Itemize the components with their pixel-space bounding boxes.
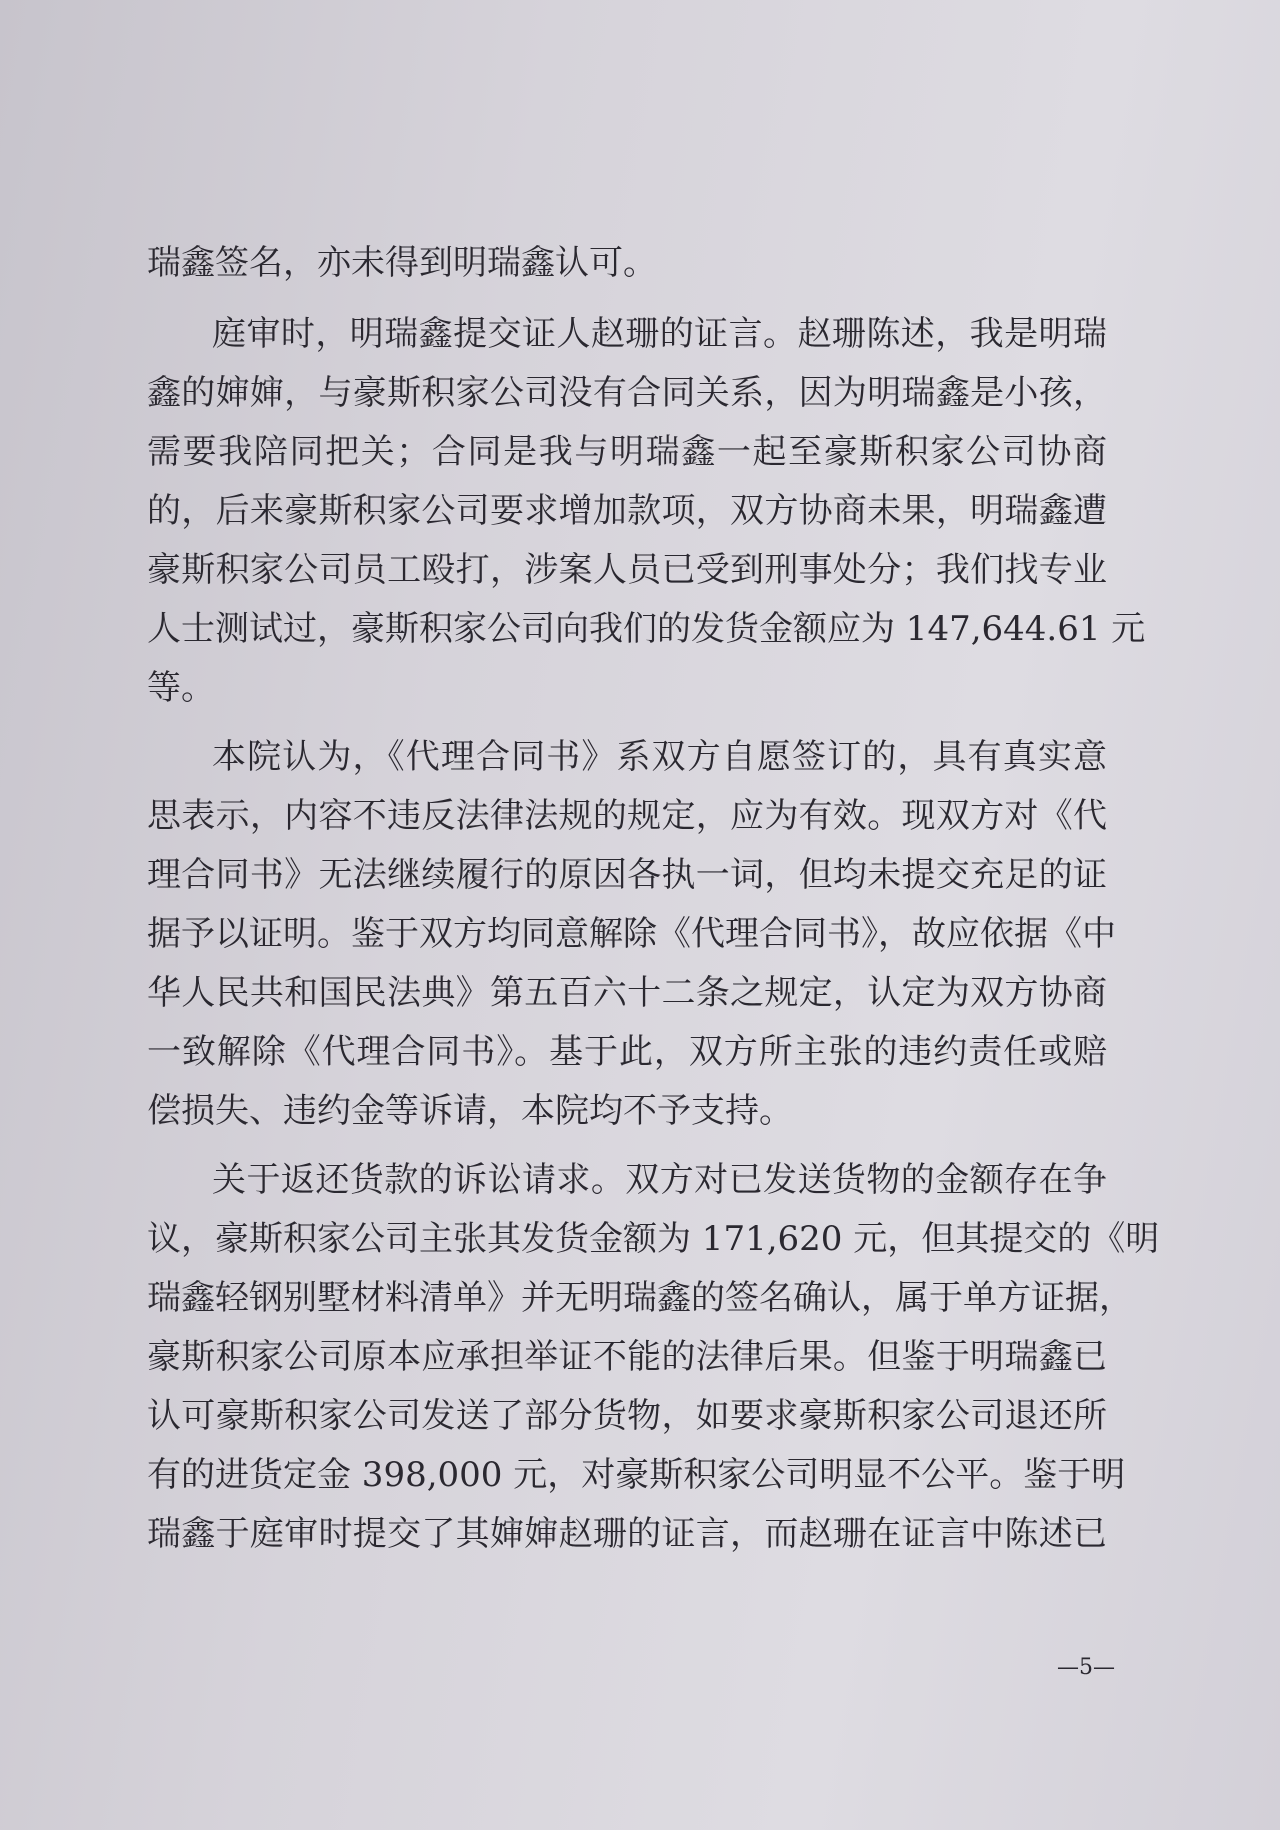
text-line-17: 议，豪斯积家公司主张其发货金额为 171,620 元，但其提交的《明 [147,1219,1160,1259]
text-line-10: 思表示，内容不违反法律法规的规定，应为有效。现双方对《代 [147,796,1107,836]
text-line-4: 需要我陪同把关；合同是我与明瑞鑫一起至豪斯积家公司协商 [147,432,1107,472]
text-line-9: 本院认为，《代理合同书》系双方自愿签订的，具有真实意 [212,737,1107,777]
text-line-16: 关于返还货款的诉讼请求。双方对已发送货物的金额存在争 [212,1160,1107,1200]
text-line-18: 瑞鑫轻钢别墅材料清单》并无明瑞鑫的签名确认，属于单方证据， [147,1278,1133,1318]
text-line-21: 有的进货定金 398,000 元，对豪斯积家公司明显不公平。鉴于明 [147,1455,1126,1495]
text-line-3: 鑫的婶婶，与豪斯积家公司没有合同关系，因为明瑞鑫是小孩， [147,373,1107,413]
text-line-1: 瑞鑫签名，亦未得到明瑞鑫认可。 [147,243,657,283]
text-line-22: 瑞鑫于庭审时提交了其婶婶赵珊的证言，而赵珊在证言中陈述已 [147,1514,1107,1554]
text-line-13: 华人民共和国民法典》第五百六十二条之规定，认定为双方协商 [147,973,1107,1013]
text-line-7: 人士测试过，豪斯积家公司向我们的发货金额应为 147,644.61 元 [147,609,1146,649]
text-line-8: 等。 [147,668,215,708]
page-number: —5— [1057,1655,1115,1680]
text-line-5: 的，后来豪斯积家公司要求增加款项，双方协商未果，明瑞鑫遭 [147,491,1107,531]
text-line-19: 豪斯积家公司原本应承担举证不能的法律后果。但鉴于明瑞鑫已 [147,1337,1107,1377]
text-line-11: 理合同书》无法继续履行的原因各执一词，但均未提交充足的证 [147,855,1107,895]
text-line-15: 偿损失、违约金等诉请，本院均不予支持。 [147,1091,793,1131]
text-line-6: 豪斯积家公司员工殴打，涉案人员已受到刑事处分；我们找专业 [147,550,1107,590]
text-line-20: 认可豪斯积家公司发送了部分货物，如要求豪斯积家公司退还所 [147,1396,1107,1436]
text-line-2: 庭审时，明瑞鑫提交证人赵珊的证言。赵珊陈述，我是明瑞 [212,314,1107,354]
text-line-12: 据予以证明。鉴于双方均同意解除《代理合同书》，故应依据《中 [147,914,1116,954]
text-line-14: 一致解除《代理合同书》。基于此，双方所主张的违约责任或赔 [147,1032,1107,1072]
